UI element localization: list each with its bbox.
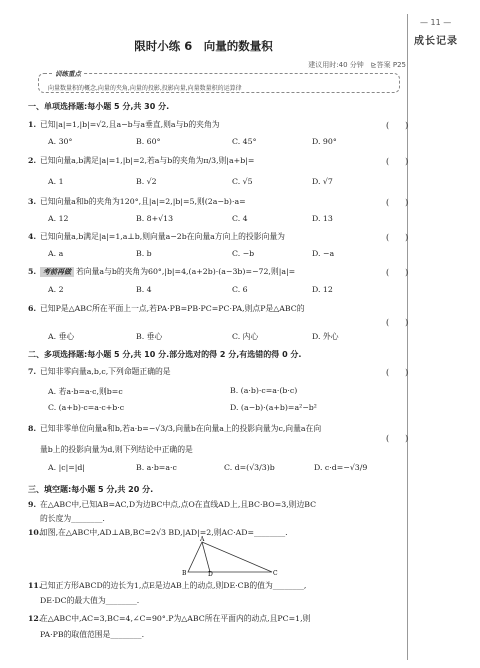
option-b: B. a·b=a·c — [136, 463, 177, 472]
option-d: D. 90° — [312, 137, 337, 146]
option-a: A. 30° — [48, 137, 73, 146]
option-a: A. 2 — [48, 285, 64, 294]
question-stem: 已知非零单位向量a和b,若a·b=−√3/3,向量b在向量a上的投影向量为c,向量a在向 — [40, 424, 322, 433]
question-number: 3. — [28, 197, 37, 206]
question-4 — [28, 232, 285, 242]
option-b: B. 8+√13 — [136, 214, 174, 223]
answer-paren: ( ) — [386, 434, 409, 443]
question-stem: 已知向量a,b满足|a|=1,|b|=2,若a与b的夹角为π/3,则|a+b|= — [40, 156, 255, 165]
focus-text: 向量数量积的概念,向量的夹角,向量的投影,投影向量,向量数量积的运算律 — [48, 85, 242, 92]
option-c: C. 45° — [232, 137, 257, 146]
option-d: D. c·d=−√3/9 — [314, 463, 368, 472]
question-stem: 已知向量a,b满足|a|=1,a⊥b,则向量a−2b在向量a方向上的投影向量为 — [40, 232, 285, 241]
review-badge: 考前再做 — [40, 267, 74, 277]
question-8 — [28, 424, 321, 434]
option-b: B. 4 — [136, 285, 152, 294]
question-number: 11. — [28, 581, 42, 590]
label-a: A — [200, 536, 205, 543]
option-c: C. 内心 — [232, 332, 259, 341]
option-c: C. d=(√3/3)b — [224, 463, 275, 472]
time-and-answer-ref: 建议用时:40 分钟 ⊵答案 P25 — [308, 61, 406, 69]
option-b: B. 垂心 — [136, 332, 163, 341]
page-number: — 11 — — [420, 18, 452, 27]
option-d: D. 13 — [312, 214, 333, 223]
question-2 — [28, 156, 254, 166]
option-b: B. (a·b)·c=a·(b·c) — [230, 386, 298, 395]
option-c: C. 4 — [232, 214, 248, 223]
option-a: A. 若a·b=a·c,则b=c — [48, 387, 123, 396]
label-d: D — [208, 571, 213, 576]
question-stem: 在△ABC中,已知AB=AC,D为边BC中点,点O在直线AD上,且BC·BO=3,则边BC — [40, 500, 317, 509]
question-stem: 如图,在△ABC中,AD⊥AB,BC=2√3 BD,|AD|=2,则AC·AD=________. — [40, 528, 288, 537]
option-d: D. (a−b)·(a+b)=a²−b² — [230, 403, 317, 412]
option-c: C. 6 — [232, 285, 248, 294]
section-heading-single-choice: 一、单项选择题:每小题 5 分,共 30 分. — [28, 102, 170, 111]
question-number: 4. — [28, 232, 37, 241]
answer-paren: ( ) — [386, 318, 409, 327]
segment-ad — [202, 542, 210, 572]
question-number: 7. — [28, 367, 37, 376]
option-c: C. √5 — [232, 177, 253, 186]
question-stem: 已知向量a和b的夹角为120°,且|a|=2,|b|=5,则(2a−b)·a= — [40, 197, 246, 206]
question-number: 1. — [28, 120, 37, 129]
focus-label: 训练重点 — [52, 69, 84, 78]
option-d: D. −a — [312, 249, 335, 258]
question-11-cont: DE·DC的最大值为________. — [40, 596, 140, 605]
option-b: B. 60° — [136, 137, 161, 146]
question-5 — [28, 267, 295, 277]
triangle-abc — [188, 542, 272, 572]
question-stem: 已知正方形ABCD的边长为1,点E是边AB上的动点,则DE·CB的值为________, — [40, 581, 307, 590]
question-number: 2. — [28, 156, 37, 165]
question-3 — [28, 197, 246, 207]
question-number: 5. — [28, 267, 37, 276]
option-a: A. 1 — [48, 177, 64, 186]
section-heading-fill-in: 三、填空题:每小题 5 分,共 20 分. — [28, 485, 154, 494]
question-number: 10. — [28, 528, 42, 537]
answer-paren: ( ) — [386, 368, 409, 377]
option-d: D. 12 — [312, 285, 333, 294]
question-9 — [28, 500, 316, 510]
question-7 — [28, 367, 171, 377]
question-number: 9. — [28, 500, 37, 509]
option-d: D. √7 — [312, 177, 333, 186]
label-b: B — [182, 570, 187, 576]
question-number: 6. — [28, 304, 37, 313]
page-title: 限时小练 6 向量的数量积 — [134, 39, 273, 53]
question-9-cont: 的长度为________. — [40, 514, 105, 523]
brand-label: 成长记录 — [414, 36, 458, 47]
answer-paren: ( ) — [386, 233, 409, 242]
question-stem: 已知|a|=1,|b|=√2,且a−b与a垂直,则a与b的夹角为 — [40, 120, 220, 129]
question-number: 12. — [28, 614, 42, 623]
question-1 — [28, 120, 220, 130]
section-heading-multiple-choice: 二、多项选择题:每小题 5 分,共 10 分.部分选对的得 2 分,有选错的得 0 分. — [28, 350, 302, 359]
answer-paren: ( ) — [386, 268, 409, 277]
label-c: C — [273, 570, 278, 576]
question-11 — [28, 581, 306, 591]
margin-line — [407, 14, 408, 660]
question-stem: 在△ABC中,AC=3,BC=4,∠C=90°.P为△ABC所在平面内的动点,且PC=1,则 — [40, 614, 311, 623]
option-b: B. √2 — [136, 177, 157, 186]
question-8-cont: 量b上的投影向量为d,则下列结论中正确的是 — [40, 445, 193, 454]
option-d: D. 外心 — [312, 332, 339, 341]
answer-paren: ( ) — [386, 121, 409, 130]
answer-paren: ( ) — [386, 198, 409, 207]
option-a: A. 12 — [48, 214, 69, 223]
option-c: C. −b — [232, 249, 255, 258]
question-stem: 若向量a与b的夹角为60°,|b|=4,(a+2b)·(a−3b)=−72,则|a|= — [76, 267, 296, 276]
option-b: B. b — [136, 249, 152, 258]
answer-paren: ( ) — [386, 157, 409, 166]
option-c: C. (a+b)·c=a·c+b·c — [48, 403, 125, 412]
question-6 — [28, 304, 305, 314]
question-stem: 已知非零向量a,b,c,下列命题正确的是 — [40, 367, 171, 376]
option-a: A. a — [48, 249, 64, 258]
question-stem: 已知P是△ABC所在平面上一点,若PA·PB=PB·PC=PC·PA,则点P是△ABC的 — [40, 304, 305, 313]
question-12 — [28, 614, 310, 624]
option-a: A. 垂心 — [48, 332, 75, 341]
question-12-cont: PA·PB的取值范围是________. — [40, 630, 145, 639]
triangle-figure — [180, 536, 280, 576]
option-a: A. |c|=|d| — [48, 463, 85, 472]
question-number: 8. — [28, 424, 37, 433]
